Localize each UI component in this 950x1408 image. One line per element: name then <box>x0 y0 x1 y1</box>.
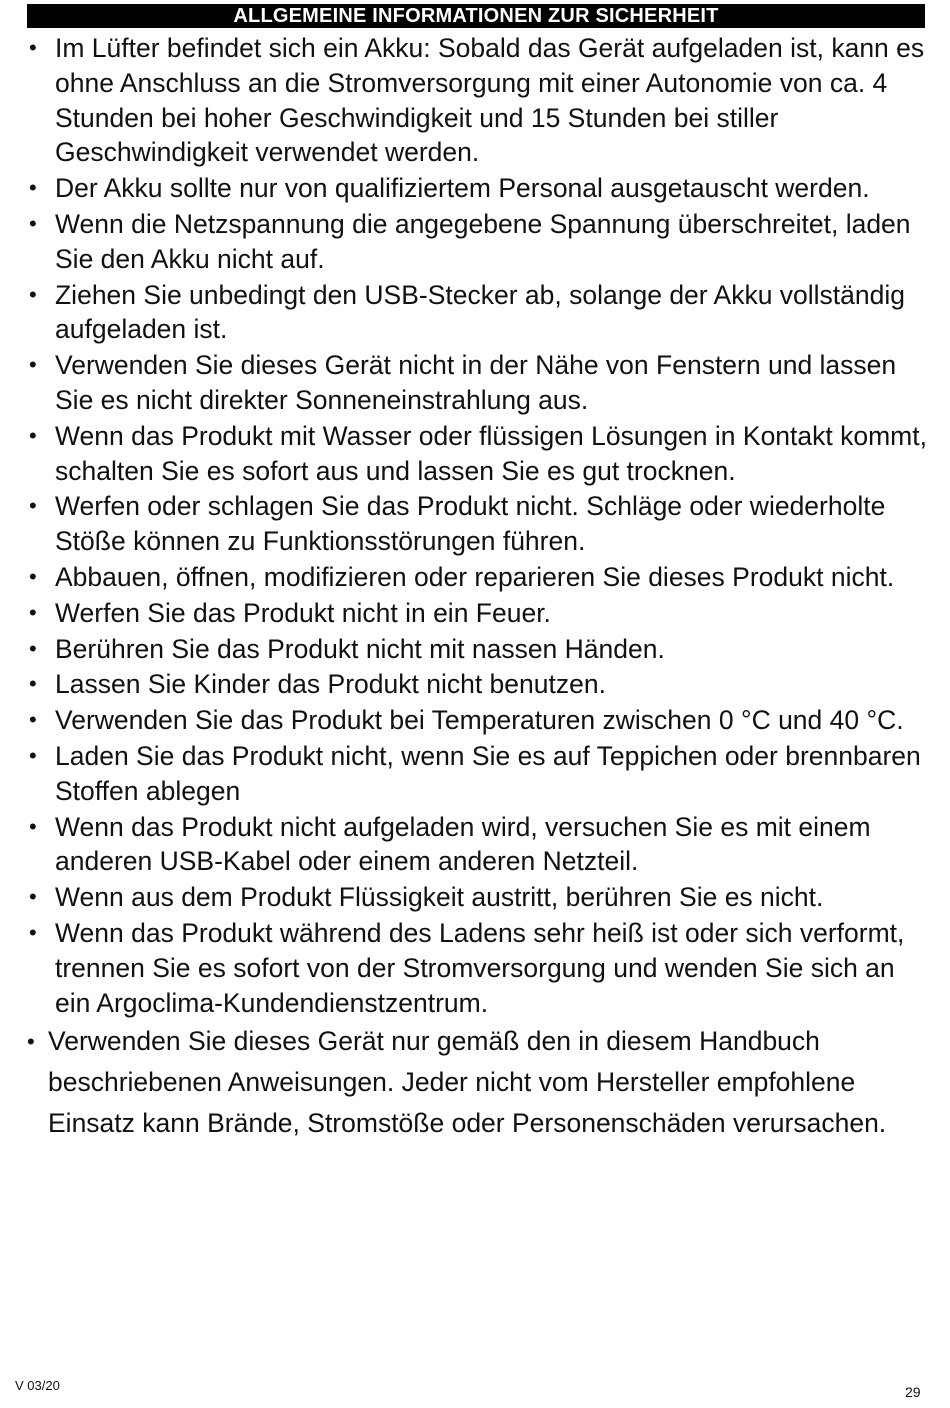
list-item-text: Werfen Sie das Produkt nicht in ein Feuer. <box>55 597 551 628</box>
bullet-icon: • <box>29 35 37 60</box>
list-item <box>27 810 932 880</box>
list-item-text: Wenn aus dem Produkt Flüssigkeit austritt, berühren Sie es nicht. <box>55 882 824 913</box>
bullet-icon: • <box>29 563 37 589</box>
list-item <box>27 489 932 559</box>
list-item-text: Abbauen, öffnen, modifizieren oder reparieren Sie dieses Produkt nicht. <box>55 561 895 592</box>
bullet-icon: • <box>29 175 37 201</box>
list-item <box>27 1021 932 1144</box>
list-item-text: Wenn das Produkt mit Wasser oder flüssigen Lösungen in Kontakt kommt, schalten Sie es sofort aus und lassen Sie es gut trocknen. <box>55 420 927 486</box>
list-item <box>27 703 932 738</box>
list-item-text: Lassen Sie Kinder das Produkt nicht benutzen. <box>55 669 606 700</box>
list-item-text: Verwenden Sie das Produkt bei Temperaturen zwischen 0 °C und 40 °C. <box>55 705 904 736</box>
list-item <box>27 348 932 418</box>
list-item-text: Ziehen Sie unbedingt den USB-Stecker ab, solange der Akku vollständig aufgeladen ist. <box>55 279 906 345</box>
list-item <box>27 419 932 489</box>
bullet-icon: • <box>29 884 37 910</box>
list-item-text: Im Lüfter befindet sich ein Akku: Sobald das Gerät aufgeladen ist, kann es ohne Anschluss an die Stromversorgung mit einer Autonomie von ca. 4 Stunden bei hoher Geschwindigkeit und 15 Stunden bei stiller Geschwindigkeit verwendet werden. <box>55 33 925 168</box>
list-item <box>27 632 932 667</box>
list-item <box>27 171 932 206</box>
bullet-icon: • <box>29 813 37 839</box>
bullet-icon: • <box>27 1029 35 1055</box>
list-item-text: Verwenden Sie dieses Gerät nur gemäß den in diesem Handbuch beschriebenen Anweisungen. Jeder nicht vom Hersteller empfohlene Einsatz kann Brände, Stromstöße oder Personenschäden verursachen. <box>48 1026 887 1139</box>
bullet-icon: • <box>29 352 37 378</box>
bullet-icon: • <box>29 493 37 519</box>
section-heading: ALLGEMEINE INFORMATIONEN ZUR SICHERHEIT <box>27 4 925 28</box>
safety-list <box>27 31 932 1145</box>
list-item-text: Werfen oder schlagen Sie das Produkt nicht. Schläge oder wiederholte Stöße können zu Funktionsstörungen führen. <box>55 491 886 557</box>
list-item-text: Wenn das Produkt nicht aufgeladen wird, versuchen Sie es mit einem anderen USB-Kabel oder einem anderen Netzteil. <box>55 811 871 877</box>
list-item <box>27 739 932 809</box>
bullet-icon: • <box>29 919 37 945</box>
list-item-text: Wenn die Netzspannung die angegebene Spannung überschreitet, laden Sie den Akku nicht auf. <box>55 208 911 274</box>
list-item <box>27 31 932 170</box>
list-item <box>27 560 932 595</box>
version-label: V 03/20 <box>15 1378 60 1393</box>
bullet-icon: • <box>29 422 37 448</box>
bullet-icon: • <box>29 671 37 697</box>
bullet-icon: • <box>29 742 37 768</box>
bullet-icon: • <box>29 635 37 661</box>
list-item-text: Verwenden Sie dieses Gerät nicht in der Nähe von Fenstern und lassen Sie es nicht direkter Sonneneinstrahlung aus. <box>55 350 897 415</box>
bullet-icon: • <box>29 210 37 236</box>
bullet-icon: • <box>29 281 37 307</box>
list-item-text: Der Akku sollte nur von qualifiziertem Personal ausgetauscht werden. <box>55 173 870 204</box>
list-item <box>27 667 932 702</box>
page-number: 29 <box>905 1384 921 1400</box>
list-item <box>27 916 932 1020</box>
bullet-icon: • <box>29 599 37 625</box>
list-item <box>27 880 932 915</box>
list-item-text: Laden Sie das Produkt nicht, wenn Sie es auf Teppichen oder brennbaren Stoffen ablegen <box>55 740 921 806</box>
bullet-icon: • <box>29 707 37 733</box>
list-item <box>27 207 932 277</box>
list-item <box>27 278 932 348</box>
list-item <box>27 596 932 631</box>
list-item-text: Wenn das Produkt während des Ladens sehr heiß ist oder sich verformt, trennen Sie es sofort von der Stromversorgung und wenden Sie sich an ein Argoclima-Kundendienstzentrum. <box>55 917 905 1018</box>
list-item-text: Berühren Sie das Produkt nicht mit nassen Händen. <box>55 633 665 664</box>
